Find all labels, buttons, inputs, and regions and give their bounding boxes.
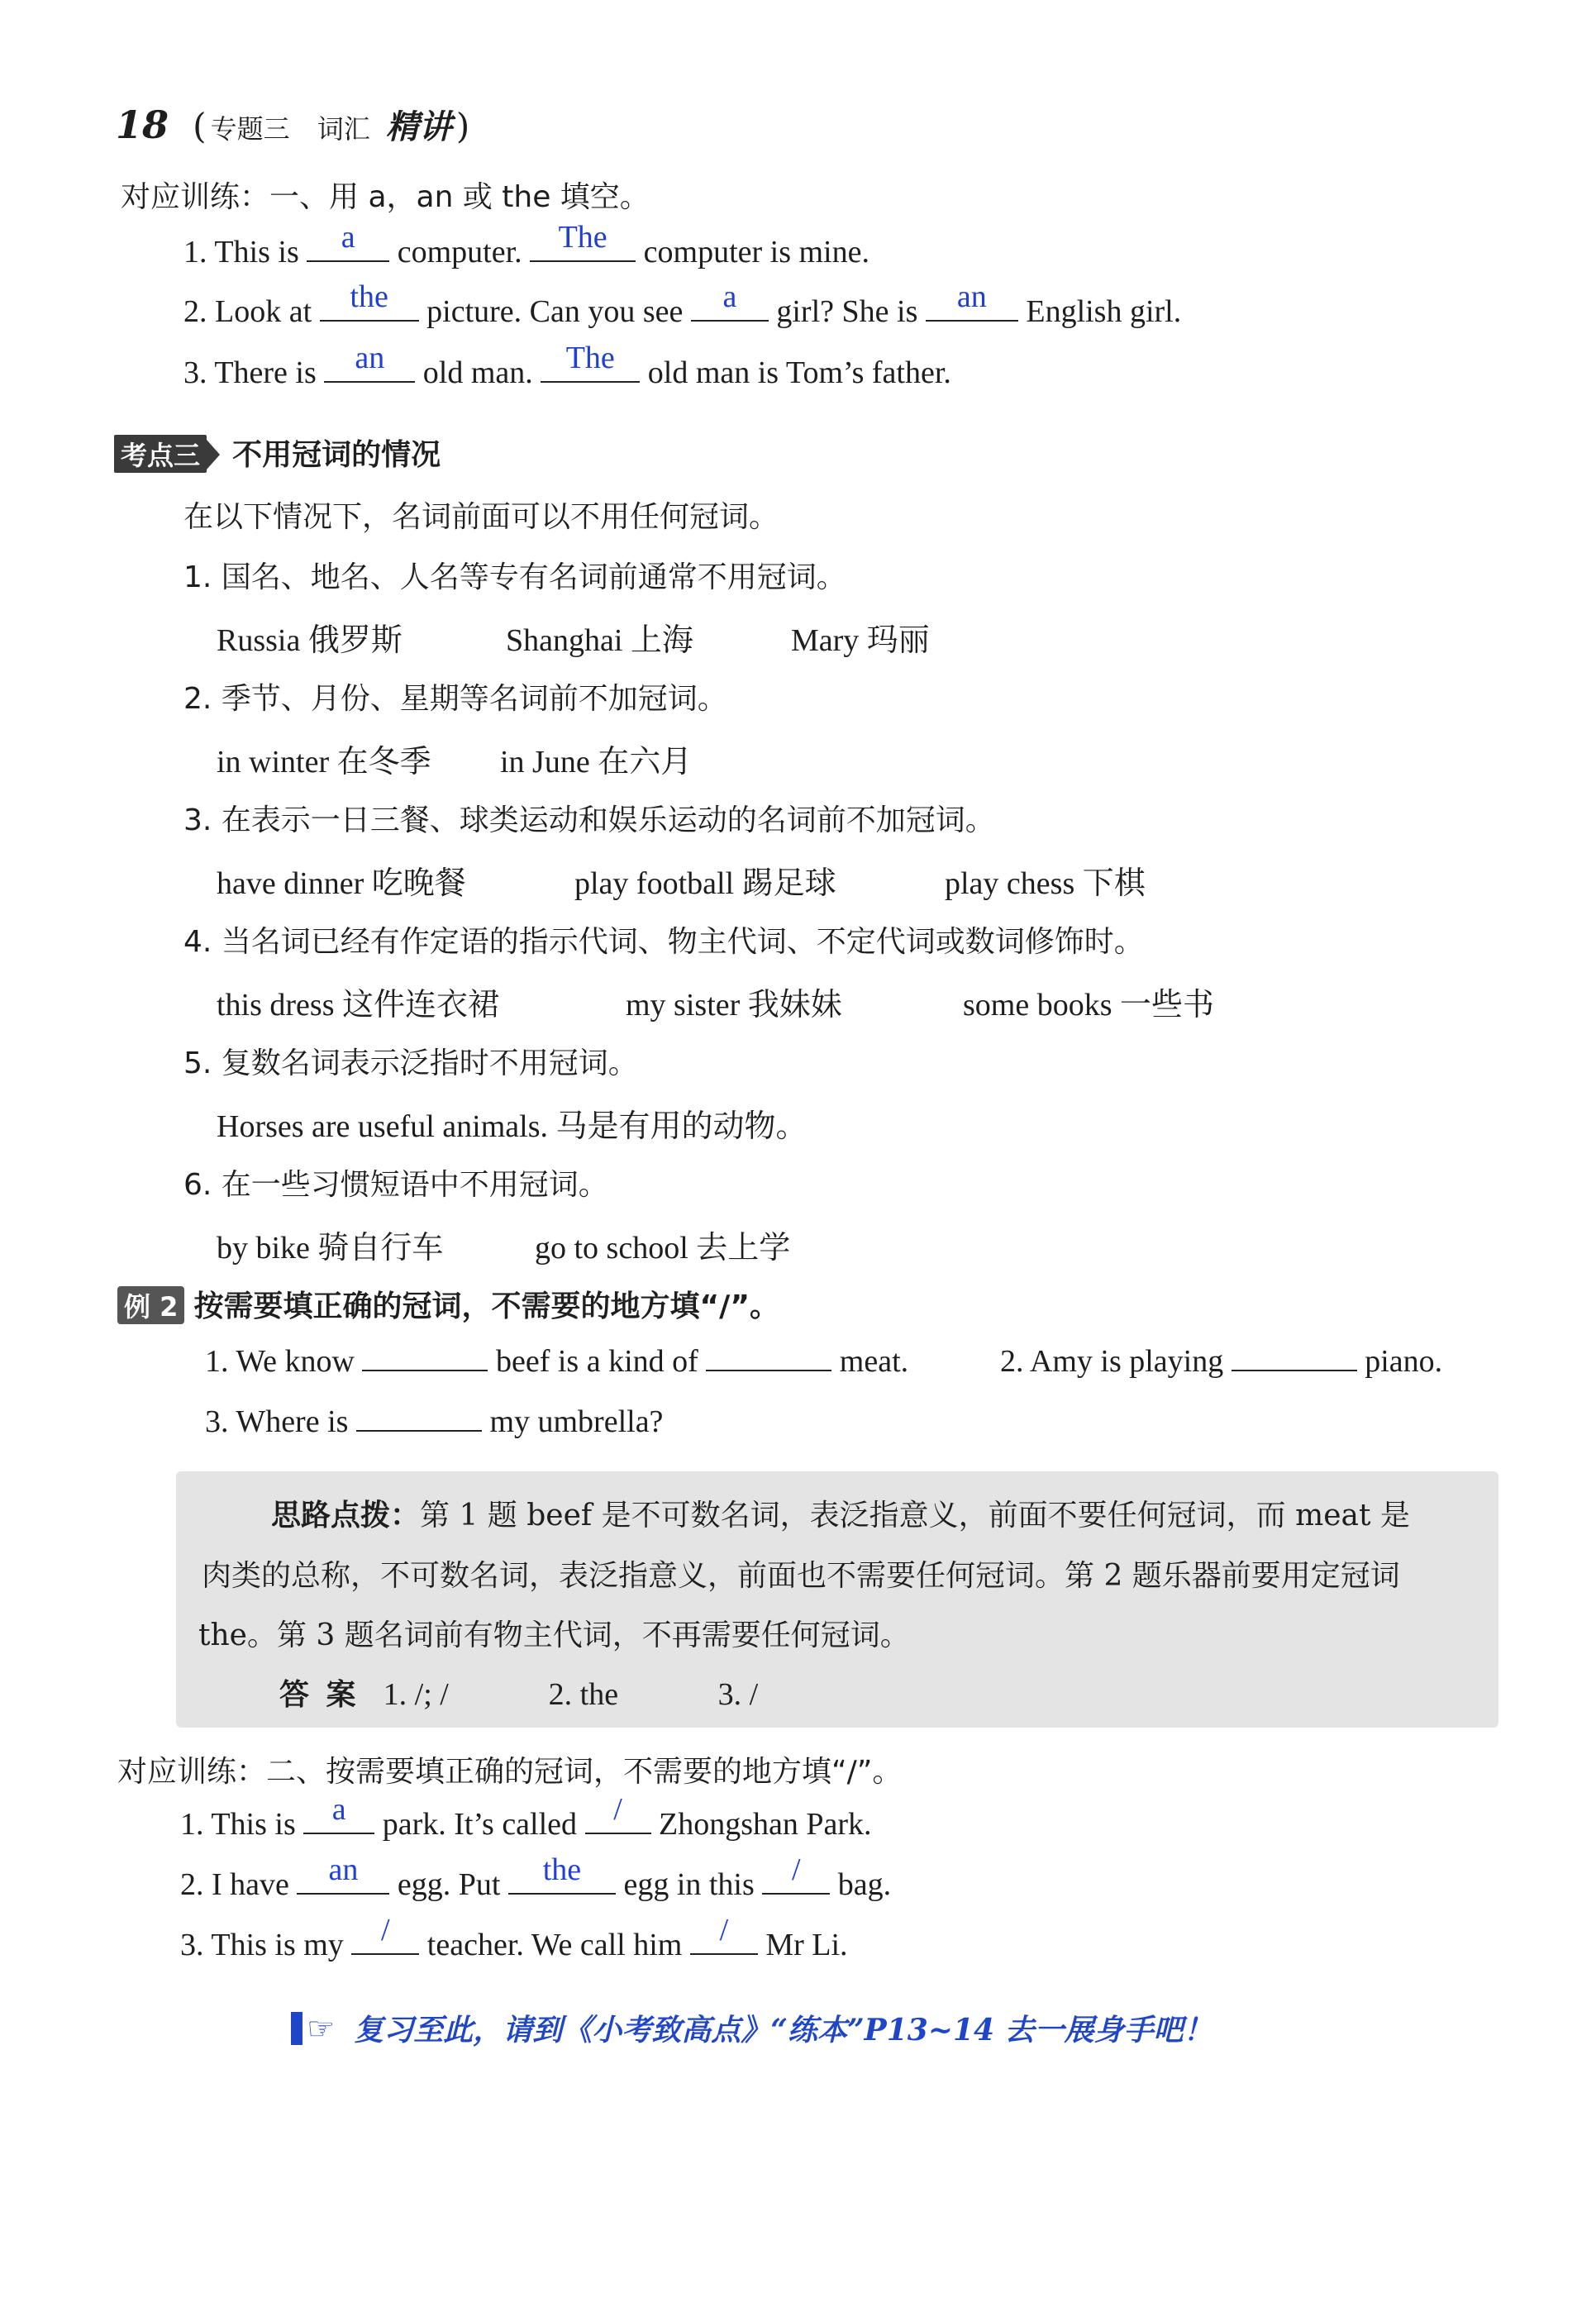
rule-text: 4. 当名词已经有作定语的指示代词、物主代词、不定代词或数词修饰时。 xyxy=(183,925,1144,959)
answer-blank[interactable]: the xyxy=(508,1868,616,1895)
rule-text: 1. 国名、地名、人名等专有名词前通常不用冠词。 xyxy=(183,560,846,594)
answer-blank[interactable]: a xyxy=(691,295,769,322)
page-header xyxy=(116,101,469,148)
answer-blank[interactable] xyxy=(1232,1345,1357,1371)
answer-blank[interactable]: an xyxy=(926,295,1018,322)
answer-blank[interactable]: / xyxy=(762,1868,830,1895)
rule-examples: in winter 在冬季 in June 在六月 xyxy=(217,745,693,779)
practice2-q2: 2. I have an egg. Put the egg in this / bag. xyxy=(180,1852,892,1902)
answer-blank[interactable]: The xyxy=(530,236,636,262)
rule-examples: Russia 俄罗斯 Shanghai 上海 Mary 玛丽 xyxy=(217,623,930,658)
example2-q2: 2. Amy is playing piano. xyxy=(1000,1344,1443,1379)
example-tag: 例 2 xyxy=(117,1286,184,1324)
tip-answers: 答 案 1. /; / 2. the 3. / xyxy=(279,1677,759,1712)
rule-examples: Horses are useful animals. 马是有用的动物。 xyxy=(217,1109,808,1144)
rule-text: 6. 在一些习惯短语中不用冠词。 xyxy=(183,1168,608,1202)
answer-blank[interactable]: / xyxy=(690,1928,758,1955)
tip-line-3: the。第 3 题名词前有物主代词，不再需要任何冠词。 xyxy=(198,1618,910,1652)
section-tag: 考点三 xyxy=(114,435,207,473)
section3-intro: 在以下情况下，名词前面可以不用任何冠词。 xyxy=(183,500,779,534)
example2-q3: 3. Where is my umbrella? xyxy=(205,1404,664,1439)
open-paren-icon: ( xyxy=(193,106,207,146)
footer-text: 复习至此，请到《小考致高点》“练本”P13~14 去一展身手吧！ xyxy=(354,2013,1213,2047)
practice1-q1: 1. This is a computer. The computer is mine. xyxy=(183,220,869,269)
rule-examples: by bike 骑自行车 go to school 去上学 xyxy=(217,1231,791,1266)
answer-blank[interactable]: / xyxy=(351,1928,419,1955)
practice2-title: 对应训练：二、按需要填正确的冠词，不需要的地方填“/”。 xyxy=(117,1755,903,1789)
arrow-icon xyxy=(207,440,220,470)
rule-examples: have dinner 吃晚餐 play football 踢足球 play chess 下棋 xyxy=(217,866,1146,901)
answer-blank[interactable]: a xyxy=(303,1808,374,1834)
practice1-q3: 3. There is an old man. The old man is Tom’s father. xyxy=(183,341,951,390)
pointing-hand-icon xyxy=(291,2012,303,2045)
answer-blank[interactable]: the xyxy=(320,295,419,322)
practice2-q3: 3. This is my / teacher. We call him / Mr Li. xyxy=(180,1913,848,1962)
rule-text: 2. 季节、月份、星期等名词前不加冠词。 xyxy=(183,682,727,716)
rule-examples: this dress 这件连衣裙 my sister 我妹妹 some books 一些书 xyxy=(217,988,1215,1023)
topic-label: 专题三 xyxy=(210,113,290,145)
answer-blank[interactable]: a xyxy=(307,236,389,262)
rule-text: 5. 复数名词表示泛指时不用冠词。 xyxy=(183,1046,638,1080)
section3-heading xyxy=(114,431,441,474)
answer-blank[interactable]: / xyxy=(585,1808,651,1834)
answer-blank[interactable]: an xyxy=(297,1868,389,1895)
hand-icon: ☞ xyxy=(307,2009,336,2047)
tip-line-1: 思路点拨：第 1 题 beef 是不可数名词，表泛指意义，前面不要任何冠词，而 meat 是 xyxy=(271,1498,1410,1533)
tip-line-2: 肉类的总称，不可数名词，表泛指意义，前面也不需要任何冠词。第 2 题乐器前要用定冠词 xyxy=(202,1559,1400,1593)
practice1-title: 对应训练：一、用 a，an 或 the 填空。 xyxy=(121,180,650,214)
answer-blank[interactable]: an xyxy=(324,356,415,383)
answer-label: 答 案 xyxy=(279,1678,360,1712)
answer-blank[interactable] xyxy=(356,1405,482,1432)
answer-blank[interactable]: The xyxy=(541,356,640,383)
series-label: 精讲 xyxy=(385,107,452,146)
rule-text: 3. 在表示一日三餐、球类运动和娱乐运动的名词前不加冠词。 xyxy=(183,803,995,837)
practice1-q2: 2. Look at the picture. Can you see a girl? She is an English girl. xyxy=(183,279,1182,329)
subject-label: 词汇 xyxy=(317,113,370,145)
footer xyxy=(291,2007,1213,2049)
page-number: 18 xyxy=(116,102,169,147)
section3-title: 不用冠词的情况 xyxy=(232,438,441,472)
example2-q1: 1. We know beef is a kind of meat. xyxy=(205,1344,909,1379)
answer-blank[interactable] xyxy=(362,1345,488,1371)
tip-label: 思路点拨： xyxy=(271,1498,421,1533)
close-paren-icon: ) xyxy=(455,106,470,146)
example2-title: 按需要填正确的冠词，不需要的地方填“/”。 xyxy=(193,1289,779,1323)
answer-blank[interactable] xyxy=(706,1345,831,1371)
example2-heading xyxy=(117,1283,779,1325)
practice2-q1: 1. This is a park. It’s called / Zhongshan Park. xyxy=(180,1792,872,1842)
